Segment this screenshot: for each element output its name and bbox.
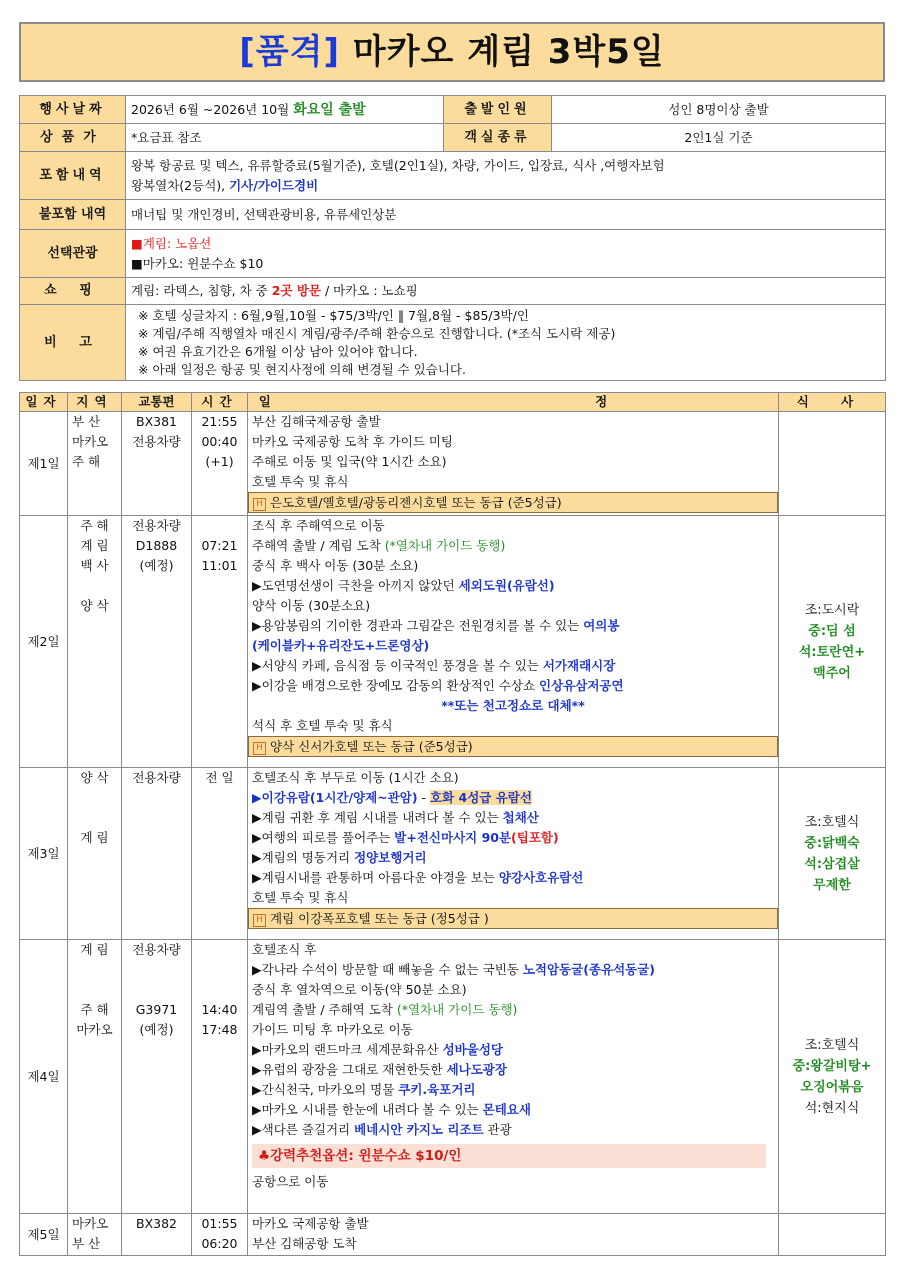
day-transport: 전용차량 bbox=[122, 768, 192, 940]
title-bracket: [품격] bbox=[239, 32, 341, 72]
room-label: 객실종류 bbox=[444, 124, 552, 152]
day-label: 제2일 bbox=[20, 516, 68, 768]
day-regions: 마카오 부 산 bbox=[68, 1214, 122, 1256]
hotel-info: H 양삭 신서가호텔 또는 동급 (준5성급) bbox=[248, 736, 778, 757]
day-row-3 bbox=[20, 768, 886, 940]
day-itinerary: 조식 후 주해역으로 이동 주해역 출발 / 계림 도착 (*열차내 가이드 동행) 중식 후 백사 이동 (30분 소요) ▶도연명선생이 극찬을 아끼지 않았던 세외도원(유람선) 양삭 이동 (30분소요) ▶용암봉림의 기이한 경관과 그림같은 전원경치를 볼 수 있는 여의봉 (케이블카+유리잔도+드론영상) ▶서양식 카페, 음식점 등 이국적인 풍경을 볼 수 있는 서가재래시장 ▶이강을 배경으로한 장예모 감동의 환상적인 수상쇼 인상유삼저공연 **또는 천고정쇼로 대체** 석식 후 호텔 투숙 및 휴식 H 양삭 신서가호텔 또는 동급 (준5성급) bbox=[248, 516, 779, 768]
head-region: 지역 bbox=[68, 393, 122, 412]
day-row-1 bbox=[20, 412, 886, 516]
info-table bbox=[19, 95, 886, 381]
day-itinerary: 부산 김해국제공항 출발 마카오 국제공항 도착 후 가이드 미팅 주해로 이동 및 입국(약 1시간 소요) 호텔 투숙 및 휴식 H 은도호텔/옐호텔/광동리젠시호텔 또는 동급 (준5성급) bbox=[248, 412, 779, 516]
price-value: *요금표 참조 bbox=[126, 124, 444, 152]
recommended-option: ♣강력추천옵션: 윈분수쇼 $10/인 bbox=[252, 1144, 766, 1168]
day-times: 전 일 bbox=[192, 768, 248, 940]
shop-value: 계림: 라텍스, 침향, 차 중 2곳 방문 / 마카오 : 노쇼핑 bbox=[126, 278, 886, 305]
opt-label: 선택관광 bbox=[20, 230, 126, 278]
day-transport: 전용차량 G3971 (예정) bbox=[122, 940, 192, 1214]
day-transport: BX381 전용차량 bbox=[122, 412, 192, 516]
head-day: 일자 bbox=[20, 393, 68, 412]
head-itinerary: 일 정 bbox=[248, 393, 779, 412]
day-meal: 조:호텔식 중:닭백숙 석:삼겹살 무제한 bbox=[779, 768, 886, 940]
hotel-info: H 은도호텔/옐호텔/광동리젠시호텔 또는 동급 (준5성급) bbox=[248, 492, 778, 513]
day-times: 01:55 06:20 bbox=[192, 1214, 248, 1256]
day-label: 제4일 bbox=[20, 940, 68, 1214]
shop-label: 쇼 핑 bbox=[20, 278, 126, 305]
day-meal: 조:호텔식 중:왕갈비탕+ 오징어볶음 석:현지식 bbox=[779, 940, 886, 1214]
incl-label: 포함내역 bbox=[20, 152, 126, 200]
day-times: 14:40 17:48 bbox=[192, 940, 248, 1214]
page-title bbox=[19, 22, 885, 82]
hotel-icon: H bbox=[253, 742, 266, 755]
date-label: 행사날짜 bbox=[20, 96, 126, 124]
head-time: 시간 bbox=[192, 393, 248, 412]
incl-value: 왕복 항공료 및 텍스, 유류할증료(5월기준), 호텔(2인1실), 차량, 가이드, 입장료, 식사 ,여행자보험 왕복열차(2등석), 기사/가이드경비 bbox=[126, 152, 886, 200]
day-transport: 전용차량 D1888 (예정) bbox=[122, 516, 192, 768]
opt-value: ■계림: 노옵션 ■마카오: 윈분수쇼 $10 bbox=[126, 230, 886, 278]
day-regions: 부 산 마카오 주 해 bbox=[68, 412, 122, 516]
day-row-5 bbox=[20, 1214, 886, 1256]
day-label: 제5일 bbox=[20, 1214, 68, 1256]
schedule-table bbox=[19, 392, 886, 1256]
day-transport: BX382 bbox=[122, 1214, 192, 1256]
day-meal: 조:도시락 중:딤 섬 석:토란연+ 맥주어 bbox=[779, 516, 886, 768]
day-row-2 bbox=[20, 516, 886, 768]
hotel-icon: H bbox=[253, 498, 266, 511]
date-highlight: 화요일 출발 bbox=[293, 101, 366, 118]
day-meal bbox=[779, 1214, 886, 1256]
day-label: 제1일 bbox=[20, 412, 68, 516]
day-regions: 주 해 계 림 백 사 양 삭 bbox=[68, 516, 122, 768]
day-regions: 양 삭 계 림 bbox=[68, 768, 122, 940]
note-label: 비 고 bbox=[20, 305, 126, 381]
day-label: 제3일 bbox=[20, 768, 68, 940]
day-itinerary: 호텔조식 후 ▶각나라 수석이 방문할 때 빼놓을 수 없는 국빈동 노적암동굴(종유석동굴) 중식 후 열차역으로 이동(약 50분 소요) 계림역 출발 / 주해역 도착 (*열차내 가이드 동행) 가이드 미팅 후 마카오로 이동 ▶마카오의 랜드마크 세계문화유산 성바울성당 ▶유럽의 광장을 그대로 재현한듯한 세나도광장 ▶간식천국, 마카오의 명물 쿠키.육포거리 ▶마카오 시내를 한눈에 내려다 볼 수 있는 몬테요새 ▶색다른 즐길거리 베네시안 카지노 리조트 관광 ♣강력추천옵션: 윈분수쇼 $10/인 공항으로 이동 bbox=[248, 940, 779, 1214]
day-itinerary: 마카오 국제공항 출발 부산 김해공항 도착 bbox=[248, 1214, 779, 1256]
price-label: 상품가 bbox=[20, 124, 126, 152]
day-times: 07:21 11:01 bbox=[192, 516, 248, 768]
day-regions: 계 림 주 해 마카오 bbox=[68, 940, 122, 1214]
day-itinerary: 호텔조식 후 부두로 이동 (1시간 소요) ▶이강유람(1시간/양제~관암) - 호화 4성급 유람선 ▶계림 귀환 후 계림 시내를 내려다 볼 수 있는 첩채산 ▶여행의 피로를 풀어주는 발+전신마사지 90분(팁포함) ▶계림의 명동거리 정양보행거리 ▶계림시내를 관통하며 아름다운 야경을 보는 양강사호유람선 호텔 투숙 및 휴식 H 계림 이강폭포호텔 또는 동급 (정5성급 ) bbox=[248, 768, 779, 940]
incl-guide-fee: 기사/가이드경비 bbox=[229, 177, 319, 193]
people-value: 성인 8명이상 출발 bbox=[552, 96, 886, 124]
head-transport: 교통편 bbox=[122, 393, 192, 412]
hotel-info: H 계림 이강폭포호텔 또는 동급 (정5성급 ) bbox=[248, 908, 778, 929]
head-meal: 식 사 bbox=[779, 393, 886, 412]
date-value: 2026년 6월 ~2026년 10월 화요일 출발 bbox=[126, 96, 444, 124]
note-value: ※ 호텔 싱글차지 : 6월,9월,10월 - $75/3박/인 ‖ 7월,8월 - $85/3박/인 ※ 계림/주해 직행열차 매진시 계림/광주/주해 환승으로 진행합니다. (*조식 도시락 제공) ※ 여권 유효기간은 6개월 이상 남아 있어야 합니다. ※ 아래 일정은 항공 및 현지사정에 의해 변경될 수 있습니다. bbox=[126, 305, 886, 381]
hotel-icon: H bbox=[253, 914, 266, 927]
day-meal bbox=[779, 412, 886, 516]
people-label: 출발인원 bbox=[444, 96, 552, 124]
room-value: 2인1실 기준 bbox=[552, 124, 886, 152]
excl-value: 매너팁 및 개인경비, 선택관광비용, 유류세인상분 bbox=[126, 200, 886, 230]
excl-label: 불포함 내역 bbox=[20, 200, 126, 230]
day-times: 21:55 00:40 (+1) bbox=[192, 412, 248, 516]
day-row-4 bbox=[20, 940, 886, 1214]
title-main: 마카오 계림 3박5일 bbox=[352, 32, 665, 72]
